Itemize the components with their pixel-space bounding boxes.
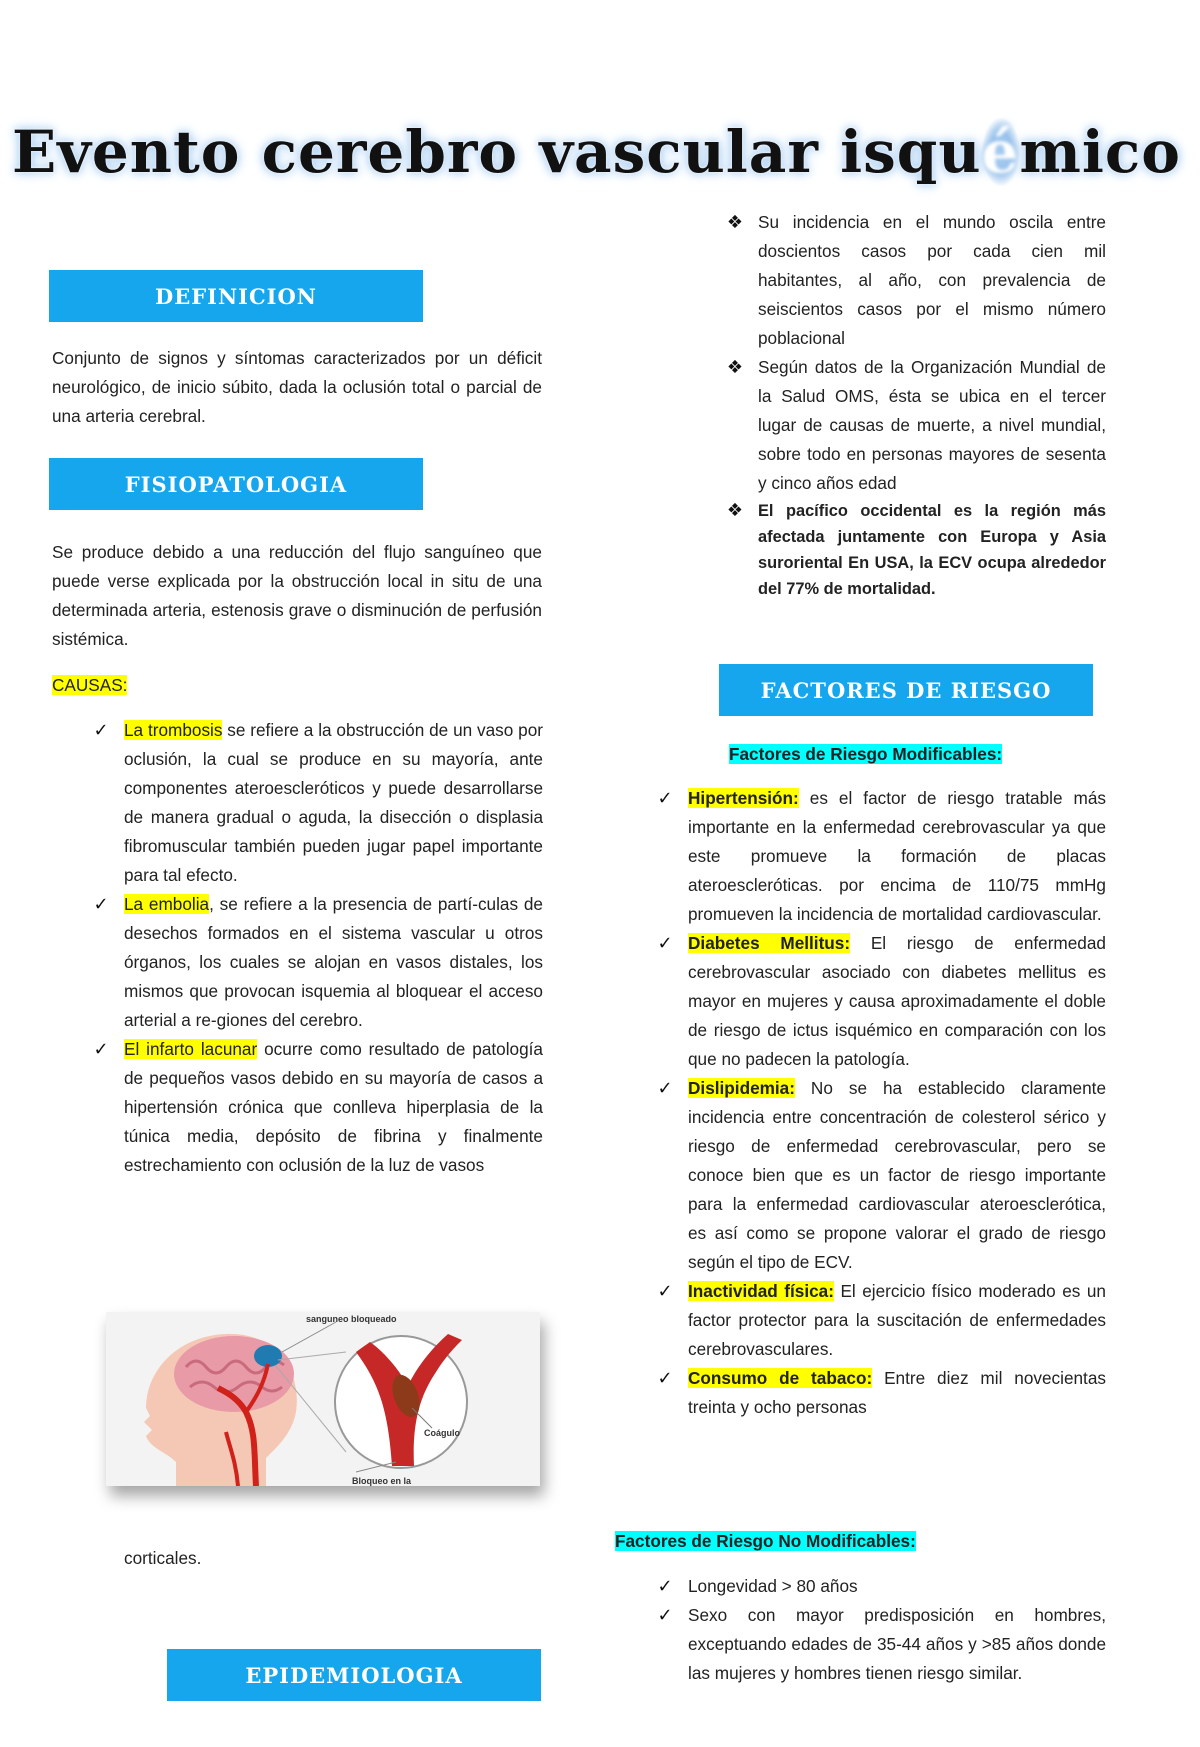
list-item: ❖ Su incidencia en el mundo oscila entre doscientos casos por cada cien mil habitantes, al año, con prevalencia de seiscientos casos por el mismo número poblacional bbox=[722, 208, 1106, 353]
list-item: ✓ El infarto lacunar ocurre como resultado de patología de pequeños vasos debido en su mayoría de casos a hipertensión crónica que conlleva hiperplasia de la túnica media, depósito de fibrina y finalmente estrechamiento con oclusión de la luz de vasos bbox=[88, 1035, 543, 1180]
factores-header: FACTORES DE RIESGO bbox=[719, 664, 1093, 716]
list-item: ❖ El pacífico occidental es la región más afectada juntamente con Europa y Asia suroriental En USA, la ECV ocupa alrededor del 77% de mortalidad. bbox=[722, 498, 1106, 602]
image-label-top: sanguneo bloqueado bbox=[306, 1314, 397, 1324]
check-icon: ✓ bbox=[93, 720, 109, 741]
fisiopatologia-header: FISIOPATOLOGIA bbox=[49, 458, 423, 510]
four-diamond-bullet-icon: ❖ bbox=[726, 212, 744, 233]
title-hidden-letter: é bbox=[981, 118, 1020, 186]
list-item: ✓ Longevidad > 80 años bbox=[652, 1572, 1106, 1601]
factor-term: Dislipidemia: bbox=[688, 1078, 795, 1098]
factor-term: Inactividad física: bbox=[688, 1281, 834, 1301]
stroke-illustration bbox=[106, 1312, 540, 1486]
list-item: ✓ Hipertensión: es el factor de riesgo tratable más importante en la enfermedad cerebrovascular ya que este promueve la formación de placas ateroescleróticas. por encima de 110/75 mmHg promueven la incidencia de mortalidad cardiovascular. bbox=[652, 784, 1106, 929]
causa-term: La trombosis bbox=[124, 720, 223, 740]
modificables-list bbox=[652, 784, 1106, 1422]
factor-term: Consumo de tabaco: bbox=[688, 1368, 873, 1388]
check-icon: ✓ bbox=[93, 894, 109, 915]
causas-continuation: corticales. bbox=[124, 1548, 202, 1568]
no-modificables-label: Factores de Riesgo No Modificables: bbox=[615, 1531, 916, 1551]
image-label-clot: Coágulo bbox=[424, 1428, 460, 1438]
definicion-header: DEFINICION bbox=[49, 270, 423, 322]
causas-list bbox=[88, 716, 543, 1180]
list-item: ✓ Sexo con mayor predisposición en hombres, exceptuando edades de 35-44 años y >85 años donde las mujeres y hombres tienen riesgo similar. bbox=[652, 1601, 1106, 1688]
factor-term: Diabetes Mellitus: bbox=[688, 933, 851, 953]
check-icon: ✓ bbox=[657, 1368, 673, 1389]
page-title: Evento cerebro vascular isquémico bbox=[12, 118, 1181, 186]
check-icon: ✓ bbox=[657, 1078, 673, 1099]
list-item: ✓ Inactividad física: El ejercicio físico moderado es un factor protector para la suscitación de enfermedades cerebrovasculares. bbox=[652, 1277, 1106, 1364]
causa-term: La embolia bbox=[124, 894, 210, 914]
check-icon: ✓ bbox=[657, 1605, 673, 1626]
causas-label: CAUSAS: bbox=[52, 675, 128, 695]
fisiopatologia-text: Se produce debido a una reducción del flujo sanguíneo que puede verse explicada por la obstrucción local in situ de una determinada arteria, estenosis grave o disminución de perfusión sistémica. bbox=[52, 542, 542, 649]
check-icon: ✓ bbox=[93, 1039, 109, 1060]
causa-term: El infarto lacunar bbox=[124, 1039, 258, 1059]
list-item: ✓ Diabetes Mellitus: El riesgo de enfermedad cerebrovascular asociado con diabetes mellitus es mayor en mujeres y causa aproximadamente el doble de riesgo de ictus isquémico en comparación con los que no padecen la patología. bbox=[652, 929, 1106, 1074]
check-icon: ✓ bbox=[657, 933, 673, 954]
modificables-label: Factores de Riesgo Modificables: bbox=[729, 744, 1003, 764]
epidemiologia-list bbox=[722, 208, 1106, 602]
check-icon: ✓ bbox=[657, 1281, 673, 1302]
epidemiologia-header: EPIDEMIOLOGIA bbox=[167, 1649, 541, 1701]
list-item: ❖ Según datos de la Organización Mundial de la Salud OMS, ésta se ubica en el tercer lugar de causas de muerte, a nivel mundial, sobre todo en personas mayores de sesenta y cinco años edad bbox=[722, 353, 1106, 498]
four-diamond-bullet-icon: ❖ bbox=[726, 357, 744, 378]
definicion-text: Conjunto de signos y síntomas caracterizados por un déficit neurológico, de inicio súbito, dada la oclusión total o parcial de una arteria cerebral. bbox=[52, 348, 542, 426]
list-item: ✓ Consumo de tabaco: Entre diez mil novecientas treinta y ocho personas bbox=[652, 1364, 1106, 1422]
no-modificables-list bbox=[652, 1572, 1106, 1688]
check-icon: ✓ bbox=[657, 1576, 673, 1597]
image-label-bottom: Bloqueo en la bbox=[352, 1476, 412, 1486]
check-icon: ✓ bbox=[657, 788, 673, 809]
four-diamond-bullet-icon: ❖ bbox=[726, 500, 744, 521]
list-item: ✓ Dislipidemia: No se ha establecido claramente incidencia entre concentración de colesterol sérico y riesgo de enfermedad cerebrovascular, pero se conoce bien que es un factor de riesgo importante para la enfermedad cardiovascular ateroesclerótica, es así como se propone valorar el grado de riesgo según el tipo de ECV. bbox=[652, 1074, 1106, 1277]
list-item: ✓ La trombosis se refiere a la obstrucción de un vaso por oclusión, la cual se produce en su mayoría, ante componentes ateroescleróticos y puede desarrollarse de manera gradual o aguda, la disección o displasia fibromuscular también pueden jugar papel importante para tal efecto. bbox=[88, 716, 543, 890]
list-item: ✓ La embolia, se refiere a la presencia de partí-culas de desechos formados en el sistema vascular u otros órganos, los cuales se alojan en vasos distales, los mismos que provocan isquemia al bloquear el acceso arterial a re-giones del cerebro. bbox=[88, 890, 543, 1035]
factor-term: Hipertensión: bbox=[688, 788, 799, 808]
